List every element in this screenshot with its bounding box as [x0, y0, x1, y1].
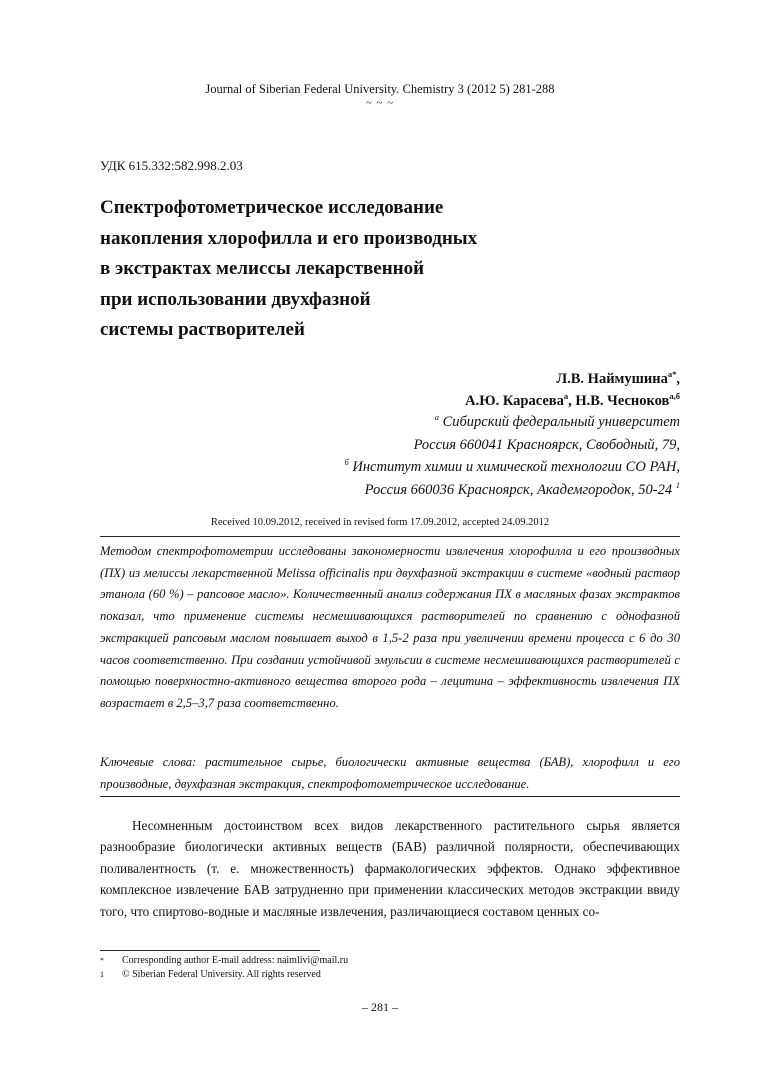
footnote-text: © Siberian Federal University. All rights reserved [122, 969, 321, 980]
author-affil-mark: а [563, 391, 569, 402]
footnote-rule [100, 950, 320, 951]
affiliation-line [344, 479, 680, 502]
body-text [100, 815, 680, 922]
affiliation-line [344, 434, 680, 457]
title-line: в экстрактах мелиссы лекарственной [100, 258, 425, 279]
author-line [465, 390, 680, 412]
keywords: Ключевые слова: растительное сырье, биологически активные вещества (БАВ), хлорофилл и его производные, двухфазная экстракция, спектрофотометрическое исследование. [100, 755, 680, 791]
footnote [100, 954, 348, 968]
footnote-text: Corresponding author E-mail address: naimlivi@mail.ru [122, 955, 349, 966]
affiliation-line [344, 411, 680, 434]
body-paragraph: Несомненным достоинством всех видов лекарственного растительного сырья является разнообразие биологически активных веществ (БАВ) различной полярности, обеспечивающих поливалентность (т. е. множественность) фармакологических эффектов. Однако эффективное комплексное извлечение БАВ затрудненно при применении классических методов экстракции ввиду того, что спиртово-водные и масляные извлечения, различающиеся составом ценных со- [100, 818, 680, 919]
author-name: А.Ю. Карасева [465, 393, 564, 409]
affil-mark: б [344, 457, 349, 468]
page-number: – 281 – [362, 1000, 398, 1014]
title-line: системы растворителей [100, 319, 305, 340]
abstract: Методом спектрофотометрии исследованы закономерности извлечения хлорофилла и его производных (ПХ) из мелиссы лекарственной Melissa officinalis при двухфазной экстракции в системе «водный раствор этанола (60 %) – рапсовое масло». Количественный анализ содержания ПХ в масляных фазах экстрактов показал, что применение системы несмешивающихся растворителей по сравнению с однофазной экстракцией рапсовым маслом повышает выход в 1,5-2 раза при увеличении времени процесса с 6 до 30 часов соответственно. При создании устойчивой эмульсии в системе несмешивающихся растворителей с помощью поверхностно-активного вещества второго рода – лецитина – эффективность извлечения ПХ возрастает в 2,5–3,7 раза соответственно. [100, 544, 680, 710]
header-ornament: ~ ~ ~ [365, 97, 395, 109]
author-name: Л.В. Наймушина [556, 371, 668, 387]
title-line: Спектрофотометрическое исследование [100, 197, 444, 218]
affiliation-line [344, 456, 680, 479]
title-line: накопления хлорофилла и его производных [100, 227, 478, 249]
udc-code: УДК 615.332:582.998.2.03 [100, 158, 243, 173]
abstract-top-rule [100, 536, 680, 537]
journal-header: Journal of Siberian Federal University. Chemistry 3 (2012 5) 281-288 [205, 82, 555, 96]
affil-text: Россия 660036 Красноярск, Академгородок, 50-24 [364, 481, 676, 498]
footnote-ref-mark: 1 [675, 479, 680, 490]
author-separator: , [568, 393, 576, 409]
keywords-bottom-rule [100, 796, 680, 797]
article-title [100, 193, 680, 346]
footnote [100, 968, 321, 982]
affil-mark: а [434, 412, 439, 423]
affil-text: Институт химии и химической технологии СО РАН, [348, 459, 680, 475]
author-line [465, 368, 680, 390]
author-affil-mark: а* [667, 369, 677, 380]
author-list [465, 368, 680, 412]
author-name: Н.В. Чесноков [575, 393, 670, 409]
author-affil-mark: а,б [669, 391, 680, 402]
footnote-mark: * [100, 956, 104, 965]
footnote-mark: 1 [100, 970, 104, 979]
author-separator: , [676, 371, 680, 387]
affiliations [344, 411, 680, 501]
affil-text: Сибирский федеральный университет [438, 414, 680, 430]
title-line: при использовании двухфазной [100, 288, 371, 310]
affil-text: Россия 660041 Красноярск, Свободный, 79, [413, 436, 680, 453]
received-dates: Received 10.09.2012, received in revised form 17.09.2012, accepted 24.09.2012 [210, 517, 550, 528]
